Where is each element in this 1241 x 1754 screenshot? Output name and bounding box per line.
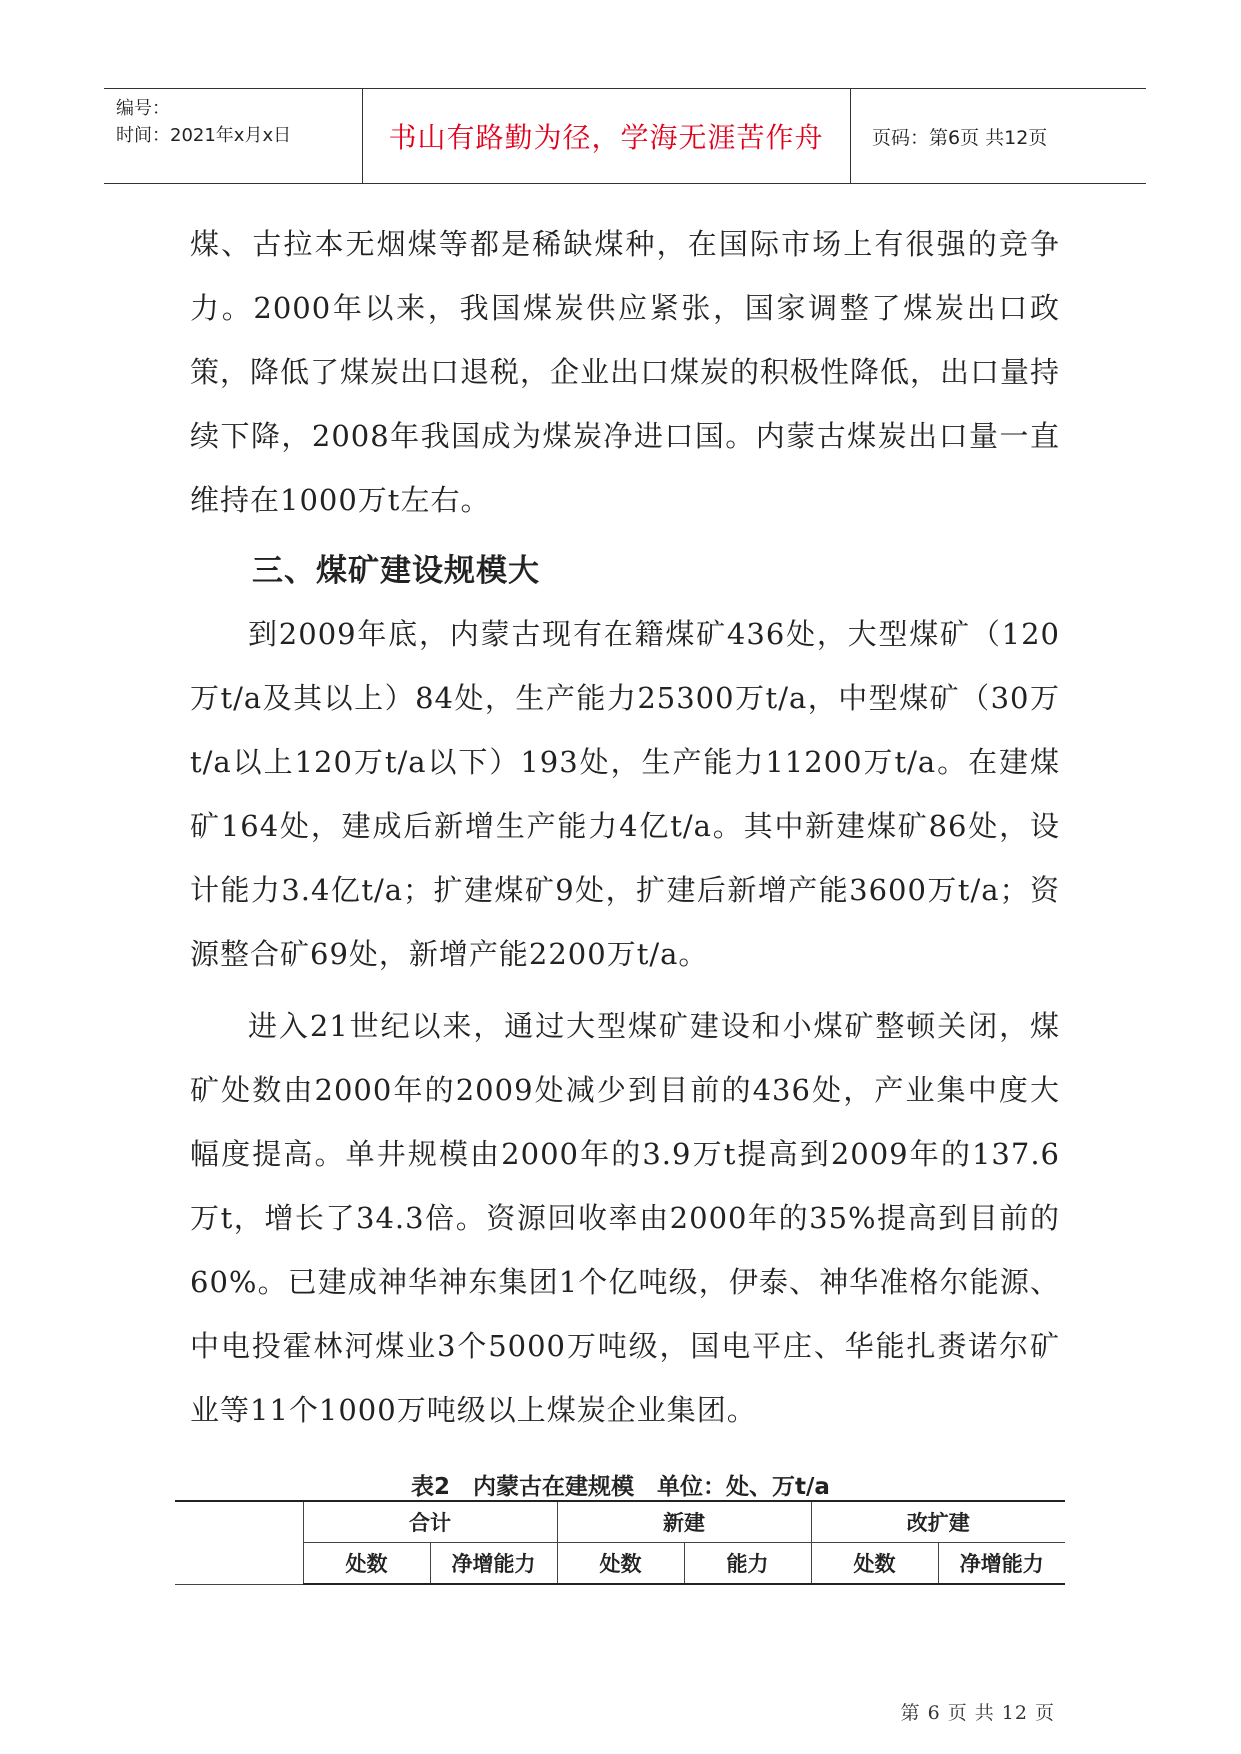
page-header: [104, 88, 1146, 184]
header-motto: 书山有路勤为径，学海无涯苦作舟: [388, 121, 824, 154]
subheader-cell: 净增能力: [430, 1543, 557, 1585]
time-label: 时间：2021年x月x日: [116, 125, 292, 146]
serial-number-label: 编号：: [116, 98, 170, 119]
page-footer: 第 6 页 共 12 页: [900, 1702, 1055, 1724]
header-page-info: 页码：第6页 共12页: [872, 126, 1048, 149]
subheader-cell: 处数: [303, 1543, 430, 1585]
header-divider: [362, 89, 363, 183]
header-new: 新建: [557, 1501, 811, 1543]
table-corner-cell: [175, 1501, 303, 1584]
construction-scale-table: [175, 1500, 1065, 1585]
section-heading: 三、煤矿建设规模大: [252, 553, 540, 589]
subheader-cell: 处数: [811, 1543, 938, 1585]
subheader-cell: 处数: [557, 1543, 684, 1585]
paragraph-mine-count: 到2009年底，内蒙古现有在籍煤矿436处，大型煤矿（120万t/a及其以上）84处，生产能力25300万t/a，中型煤矿（30万t/a以上120万t/a以下）193处，生产能力11200万t/a。在建煤矿164处，建成后新增生产能力4亿t/a。其中新建煤矿86处，设计能力3.4亿t/a；扩建煤矿9处，扩建后新增产能3600万t/a；资源整合矿69处，新增产能2200万t/a。: [190, 617, 1060, 971]
table-caption: 表2 内蒙古在建规模 单位：处、万t/a: [411, 1474, 830, 1500]
subheader-cell: 净增能力: [938, 1543, 1065, 1585]
table-header-row: [175, 1501, 1065, 1543]
header-meta: [116, 95, 291, 149]
table-subheader-row: [175, 1543, 1065, 1585]
header-divider: [850, 89, 851, 183]
header-expansion: 改扩建: [811, 1501, 1065, 1543]
header-total: 合计: [303, 1501, 557, 1543]
paragraph-coal-export: 煤、古拉本无烟煤等都是稀缺煤种，在国际市场上有很强的竞争力。2000年以来，我国煤炭供应紧张，国家调整了煤炭出口政策，降低了煤炭出口退税，企业出口煤炭的积极性降低，出口量持续下降，2008年我国成为煤炭净进口国。内蒙古煤炭出口量一直维持在1000万t左右。: [190, 227, 1061, 517]
subheader-cell: 能力: [684, 1543, 811, 1585]
paragraph-21st-century: 进入21世纪以来，通过大型煤矿建设和小煤矿整顿关闭，煤矿处数由2000年的2009处减少到目前的436处，产业集中度大幅度提高。单井规模由2000年的3.9万t提高到2009年的137.6万t，增长了34.3倍。资源回收率由2000年的35%提高到目前的60%。已建成神华神东集团1个亿吨级，伊泰、神华准格尔能源、中电投霍林河煤业3个5000万吨级，国电平庄、华能扎赉诺尔矿业等11个1000万吨级以上煤炭企业集团。: [190, 1009, 1060, 1427]
